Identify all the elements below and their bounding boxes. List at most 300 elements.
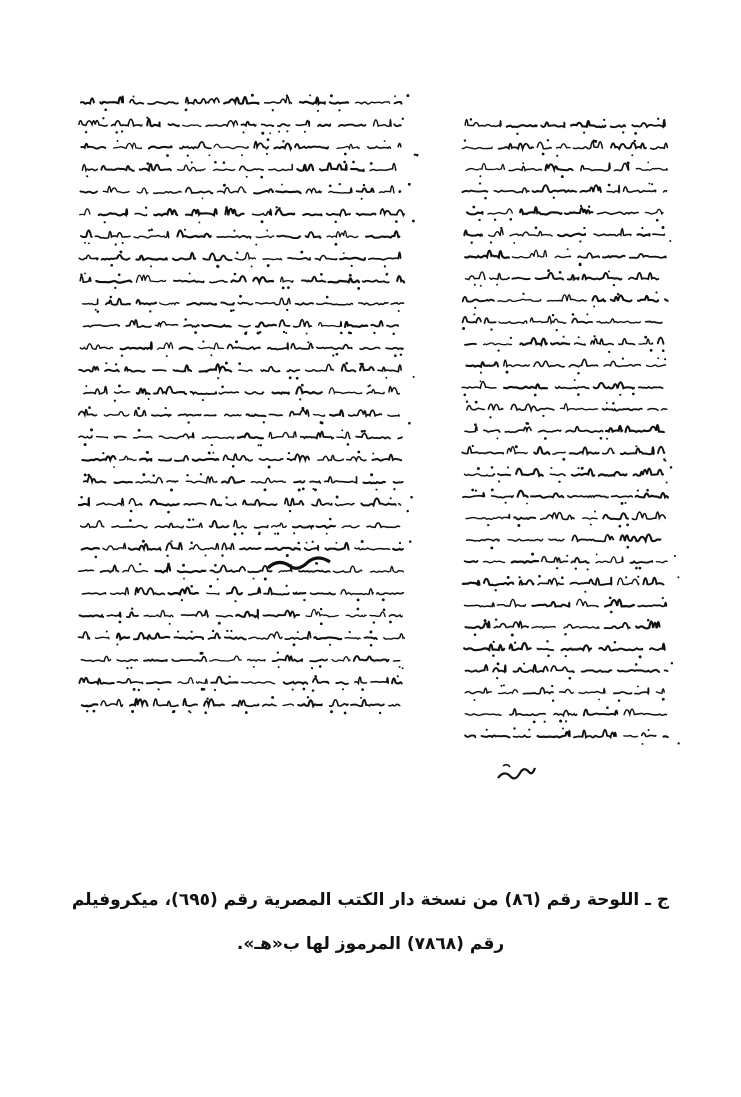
handwriting-stroke	[520, 207, 561, 214]
handwriting-stroke	[251, 478, 285, 483]
diacritic-dot	[148, 398, 150, 400]
diacritic-dot	[334, 221, 336, 223]
plate-caption	[0, 878, 741, 966]
handwriting-stroke	[209, 633, 221, 639]
diacritic-dot	[130, 510, 133, 513]
diacritic-dot	[590, 524, 592, 526]
handwriting-stroke	[646, 322, 662, 324]
diacritic-dot	[115, 243, 117, 245]
handwriting-stroke	[312, 499, 332, 505]
handwriting-stroke	[465, 622, 489, 629]
diacritic-dot	[479, 175, 481, 177]
diacritic-dot	[334, 243, 337, 246]
diacritic-dot	[610, 611, 613, 614]
diacritic-dot	[466, 401, 468, 403]
diacritic-dot	[352, 161, 355, 164]
handwriting-stroke	[253, 209, 272, 215]
handwriting-stroke	[354, 656, 389, 661]
diacritic-dot	[253, 578, 255, 580]
handwriting-stroke	[330, 700, 348, 706]
handwriting-stroke	[364, 482, 385, 483]
handwriting-stroke	[340, 258, 365, 260]
handwriting-stroke	[81, 144, 105, 149]
handwriting-stroke	[276, 191, 300, 193]
diacritic-dot	[587, 568, 589, 570]
diacritic-dot	[477, 467, 480, 470]
diacritic-dot	[152, 474, 155, 477]
handwriting-stroke	[330, 102, 348, 104]
handwriting-stroke	[573, 142, 602, 149]
diacritic-dot	[484, 619, 487, 622]
handwriting-stroke	[357, 214, 376, 216]
diacritic-dot	[344, 153, 347, 156]
handwriting-stroke	[618, 578, 639, 585]
handwriting-stroke	[80, 615, 104, 617]
handwriting-stroke	[466, 163, 505, 170]
handwriting-stroke	[384, 634, 405, 639]
handwriting-stroke	[467, 212, 483, 214]
diacritic-dot	[166, 555, 168, 557]
handwriting-stroke	[306, 609, 338, 617]
diacritic-dot	[186, 474, 188, 476]
diacritic-dot	[293, 643, 296, 646]
manuscript-page-right	[462, 118, 680, 745]
handwriting-stroke	[159, 433, 193, 439]
diacritic-dot	[118, 273, 121, 276]
handwriting-stroke	[664, 736, 668, 737]
handwriting-stroke	[466, 665, 488, 672]
handwriting-stroke	[388, 415, 399, 416]
handwriting-stroke	[369, 252, 401, 259]
handwriting-stroke	[355, 548, 390, 550]
handwriting-stroke	[581, 163, 610, 171]
diacritic-dot	[115, 363, 117, 365]
handwriting-stroke	[117, 679, 142, 684]
handwriting-stroke	[264, 588, 289, 595]
diacritic-dot	[166, 154, 169, 157]
diacritic-dot	[463, 393, 466, 396]
diacritic-dot	[625, 576, 627, 578]
diacritic-dot	[260, 444, 262, 446]
handwriting-stroke	[80, 344, 112, 349]
handwriting-stroke	[514, 665, 548, 672]
diacritic-dot	[301, 407, 304, 410]
diacritic-dot	[470, 118, 473, 121]
handwriting-stroke	[564, 624, 599, 628]
diacritic-dot	[641, 227, 643, 229]
handwriting-stroke	[203, 253, 231, 260]
diacritic-dot	[511, 634, 514, 637]
diacritic-dot	[188, 710, 190, 712]
diacritic-dot	[383, 608, 386, 611]
handwriting-stroke	[114, 143, 142, 149]
handwriting-stroke	[638, 296, 658, 302]
diacritic-dot	[326, 296, 329, 299]
handwriting-stroke	[598, 212, 639, 214]
handwriting-stroke	[273, 656, 303, 662]
handwriting-stroke	[293, 526, 314, 528]
diacritic-dot	[149, 310, 151, 312]
diacritic-dot	[264, 488, 267, 491]
diacritic-dot	[663, 458, 665, 460]
diacritic-dot	[662, 226, 665, 229]
handwriting-stroke	[225, 414, 241, 416]
diacritic-dot	[85, 385, 87, 387]
handwriting-stroke	[151, 500, 179, 506]
diacritic-dot	[505, 502, 507, 504]
diacritic-dot	[342, 688, 344, 690]
diacritic-dot	[150, 229, 153, 232]
handwriting-stroke	[484, 430, 500, 432]
handwriting-stroke	[253, 277, 273, 282]
handwriting-stroke	[370, 164, 396, 171]
diacritic-dot	[300, 251, 303, 254]
diacritic-dot	[496, 677, 498, 679]
handwriting-stroke	[222, 543, 234, 549]
diacritic-dot	[637, 685, 639, 687]
handwriting-stroke	[664, 191, 667, 192]
handwriting-stroke	[111, 588, 129, 595]
diacritic-dot	[146, 451, 148, 453]
diacritic-dot	[678, 742, 680, 744]
handwriting-stroke	[148, 102, 178, 104]
handwriting-stroke	[136, 275, 165, 282]
diacritic-dot	[302, 488, 305, 491]
handwriting-stroke	[337, 144, 359, 148]
diacritic-dot	[206, 698, 208, 700]
diacritic-dot	[239, 295, 242, 298]
diacritic-dot	[506, 371, 509, 374]
handwriting-stroke	[155, 322, 177, 327]
handwriting-stroke	[177, 230, 210, 237]
diacritic-dot	[475, 489, 477, 491]
diacritic-dot	[102, 452, 104, 454]
handwriting-stroke	[464, 644, 504, 650]
handwriting-stroke	[389, 615, 402, 617]
handwriting-stroke	[493, 665, 506, 672]
diacritic-dot	[635, 663, 638, 666]
diacritic-dot	[406, 510, 408, 512]
diacritic-dot	[172, 711, 174, 713]
handwriting-stroke	[319, 321, 342, 326]
handwriting-stroke	[186, 209, 217, 215]
handwriting-stroke	[79, 367, 98, 372]
diacritic-dot	[221, 554, 223, 556]
diacritic-dot	[402, 667, 404, 669]
handwriting-stroke	[159, 459, 171, 461]
diacritic-dot	[608, 184, 611, 187]
handwriting-stroke	[541, 122, 564, 127]
handwriting-stroke	[294, 320, 312, 327]
diacritic-dot	[95, 556, 98, 559]
handwriting-stroke	[178, 165, 206, 171]
handwriting-stroke	[313, 414, 324, 416]
handwriting-stroke	[530, 316, 565, 323]
handwriting-stroke	[359, 303, 388, 305]
diacritic-dot	[142, 540, 145, 543]
handwriting-stroke	[463, 317, 481, 323]
handwriting-stroke	[624, 735, 638, 736]
handwriting-stroke	[310, 481, 320, 483]
diacritic-dot	[251, 94, 254, 97]
handwriting-stroke	[245, 392, 263, 394]
handwriting-stroke	[80, 209, 90, 215]
diacritic-dot	[138, 429, 141, 432]
handwriting-stroke	[638, 603, 666, 607]
handwriting-stroke	[505, 427, 531, 432]
handwriting-stroke	[520, 338, 547, 345]
diacritic-dot	[400, 353, 402, 355]
handwriting-stroke	[204, 415, 215, 416]
diacritic-dot	[278, 666, 280, 668]
handwriting-stroke	[337, 432, 350, 438]
diacritic-dot	[157, 688, 159, 690]
diacritic-dot	[556, 155, 558, 157]
diacritic-dot	[634, 140, 636, 142]
diacritic-dot	[510, 337, 512, 339]
diacritic-dot	[513, 727, 515, 729]
diacritic-dot	[343, 161, 346, 164]
handwriting-stroke	[462, 382, 496, 389]
handwriting-stroke	[465, 603, 495, 607]
diacritic-dot	[526, 422, 529, 425]
diacritic-dot	[330, 94, 333, 97]
diacritic-dot	[578, 336, 580, 338]
diacritic-dot	[225, 206, 228, 209]
diacritic-dot	[102, 117, 104, 119]
handwriting-stroke	[596, 557, 623, 563]
handwriting-stroke	[665, 299, 668, 300]
diacritic-dot	[594, 140, 597, 143]
diacritic-dot	[115, 131, 118, 134]
handwriting-stroke	[578, 253, 599, 258]
handwriting-stroke	[465, 735, 475, 737]
handwriting-stroke	[101, 166, 134, 171]
diacritic-dot	[493, 641, 495, 643]
diacritic-dot	[517, 524, 520, 527]
handwriting-stroke	[538, 578, 563, 584]
handwriting-stroke	[224, 97, 258, 104]
diacritic-dot	[474, 699, 476, 701]
handwriting-stroke	[656, 561, 667, 562]
diacritic-dot	[317, 110, 319, 112]
handwriting-stroke	[154, 209, 177, 215]
diacritic-dot	[382, 598, 385, 601]
handwriting-stroke	[81, 521, 104, 528]
handwriting-stroke	[466, 272, 485, 280]
handwriting-stroke	[102, 255, 130, 260]
diacritic-dot	[671, 662, 673, 664]
handwriting-stroke	[256, 236, 274, 237]
handwriting-stroke	[97, 498, 124, 505]
handwriting-stroke	[261, 367, 280, 372]
handwriting-stroke	[125, 367, 145, 372]
diacritic-dot	[361, 688, 364, 691]
handwriting-stroke	[318, 125, 330, 127]
diacritic-dot	[594, 510, 596, 512]
diacritic-dot	[246, 176, 248, 178]
handwriting-stroke	[494, 188, 529, 193]
diacritic-dot	[269, 132, 271, 134]
handwriting-stroke	[464, 231, 482, 236]
diacritic-dot	[561, 576, 564, 579]
diacritic-dot	[289, 510, 291, 512]
diacritic-dot	[544, 437, 547, 440]
diacritic-dot	[297, 542, 300, 545]
handwriting-stroke	[661, 409, 667, 410]
handwriting-stroke	[648, 409, 658, 411]
diacritic-dot	[375, 489, 377, 491]
diacritic-dot	[586, 313, 588, 315]
handwriting-stroke	[239, 326, 250, 327]
handwriting-stroke	[560, 689, 574, 693]
diacritic-dot	[558, 481, 560, 483]
handwriting-stroke	[332, 657, 350, 662]
handwriting-stroke	[484, 579, 513, 585]
handwriting-stroke	[397, 276, 404, 282]
handwriting-stroke	[656, 689, 664, 693]
handwriting-stroke	[79, 632, 90, 639]
handwriting-stroke	[554, 710, 577, 715]
handwriting-stroke	[549, 539, 564, 541]
diacritic-dot	[258, 532, 260, 534]
diacritic-dot	[559, 271, 562, 274]
handwriting-stroke	[351, 169, 364, 171]
handwriting-stroke	[175, 456, 188, 461]
handwriting-stroke	[467, 405, 485, 409]
handwriting-stroke	[658, 447, 664, 454]
handwriting-stroke	[599, 646, 642, 651]
handwriting-stroke	[206, 121, 238, 127]
handwriting-stroke	[314, 637, 341, 639]
handwriting-stroke	[186, 188, 213, 194]
diacritic-dot	[283, 331, 285, 333]
handwriting-stroke	[386, 348, 403, 349]
diacritic-dot	[190, 631, 192, 633]
diacritic-dot	[372, 453, 374, 455]
diacritic-dot	[329, 644, 331, 646]
diacritic-dot	[311, 667, 313, 669]
diacritic-dot	[357, 598, 360, 601]
diacritic-dot	[238, 362, 241, 365]
diacritic-dot	[574, 379, 576, 381]
handwriting-stroke	[594, 382, 634, 388]
diacritic-dot	[105, 362, 107, 364]
diacritic-dot	[655, 291, 657, 293]
handwriting-stroke	[81, 230, 92, 237]
diacritic-dot	[531, 553, 534, 556]
handwriting-stroke	[465, 561, 478, 562]
handwriting-stroke	[305, 546, 319, 550]
handwriting-stroke	[536, 273, 564, 280]
diacritic-dot	[86, 175, 88, 177]
diacritic-dot	[547, 269, 550, 272]
handwriting-stroke	[485, 318, 496, 323]
handwriting-stroke	[82, 165, 97, 171]
handwriting-stroke	[236, 610, 258, 617]
diacritic-dot	[234, 273, 237, 276]
handwriting-stroke	[82, 548, 99, 550]
diacritic-dot	[187, 154, 189, 156]
diacritic-dot	[613, 284, 615, 286]
handwriting-stroke	[214, 169, 235, 170]
handwriting-stroke	[463, 493, 485, 498]
diacritic-dot	[617, 293, 620, 296]
handwriting-stroke	[186, 98, 219, 104]
diacritic-dot	[80, 273, 82, 275]
diacritic-dot	[492, 654, 495, 657]
handwriting-stroke	[294, 481, 304, 483]
diacritic-dot	[266, 230, 268, 232]
diacritic-dot	[170, 489, 173, 492]
diacritic-dot	[588, 205, 590, 207]
diacritic-dot	[618, 699, 621, 702]
diacritic-dot	[662, 698, 665, 701]
diacritic-dot	[229, 676, 231, 678]
handwriting-stroke	[393, 549, 403, 550]
diacritic-dot	[202, 198, 204, 200]
handwriting-stroke	[255, 526, 268, 528]
diacritic-dot	[114, 400, 116, 402]
handwriting-stroke	[117, 634, 129, 640]
diacritic-dot	[609, 596, 612, 599]
handwriting-stroke	[643, 578, 663, 585]
handwriting-stroke	[612, 496, 633, 498]
handwriting-stroke	[465, 251, 509, 258]
diacritic-dot	[232, 309, 234, 311]
diacritic-dot	[332, 354, 334, 356]
handwriting-stroke	[635, 688, 649, 694]
handwriting-stroke	[190, 543, 219, 549]
handwriting-stroke	[97, 437, 108, 438]
diacritic-dot	[289, 376, 292, 379]
handwriting-stroke	[342, 526, 359, 528]
handwriting-stroke	[325, 477, 357, 483]
diacritic-dot	[474, 284, 476, 286]
handwriting-stroke	[465, 427, 477, 433]
diacritic-dot	[208, 451, 211, 454]
handwriting-stroke	[129, 544, 161, 550]
diacritic-dot	[88, 242, 90, 244]
handwriting-stroke	[632, 120, 665, 127]
handwriting-stroke	[117, 660, 137, 662]
diacritic-dot	[562, 728, 564, 730]
handwriting-stroke	[355, 677, 367, 683]
handwriting-stroke	[295, 144, 328, 149]
handwriting-stroke	[327, 209, 350, 215]
diacritic-dot	[518, 576, 520, 578]
handwriting-stroke	[326, 543, 349, 550]
handwriting-stroke	[562, 645, 592, 650]
handwriting-stroke	[639, 339, 653, 344]
handwriting-stroke	[283, 704, 293, 705]
diacritic-dot	[544, 721, 546, 723]
handwriting-stroke	[484, 343, 512, 345]
diacritic-dot	[670, 466, 673, 469]
diacritic-dot	[314, 675, 317, 678]
handwriting-stroke	[462, 447, 503, 454]
diacritic-dot	[572, 313, 575, 316]
diacritic-dot	[563, 336, 565, 338]
handwriting-stroke	[115, 437, 126, 438]
diacritic-dot	[359, 363, 361, 365]
handwriting-stroke	[504, 384, 547, 388]
handwriting-stroke	[147, 682, 171, 683]
diacritic-dot	[474, 633, 477, 636]
handwriting-stroke	[137, 300, 157, 305]
diacritic-dot	[297, 631, 299, 633]
handwriting-stroke	[104, 412, 128, 416]
